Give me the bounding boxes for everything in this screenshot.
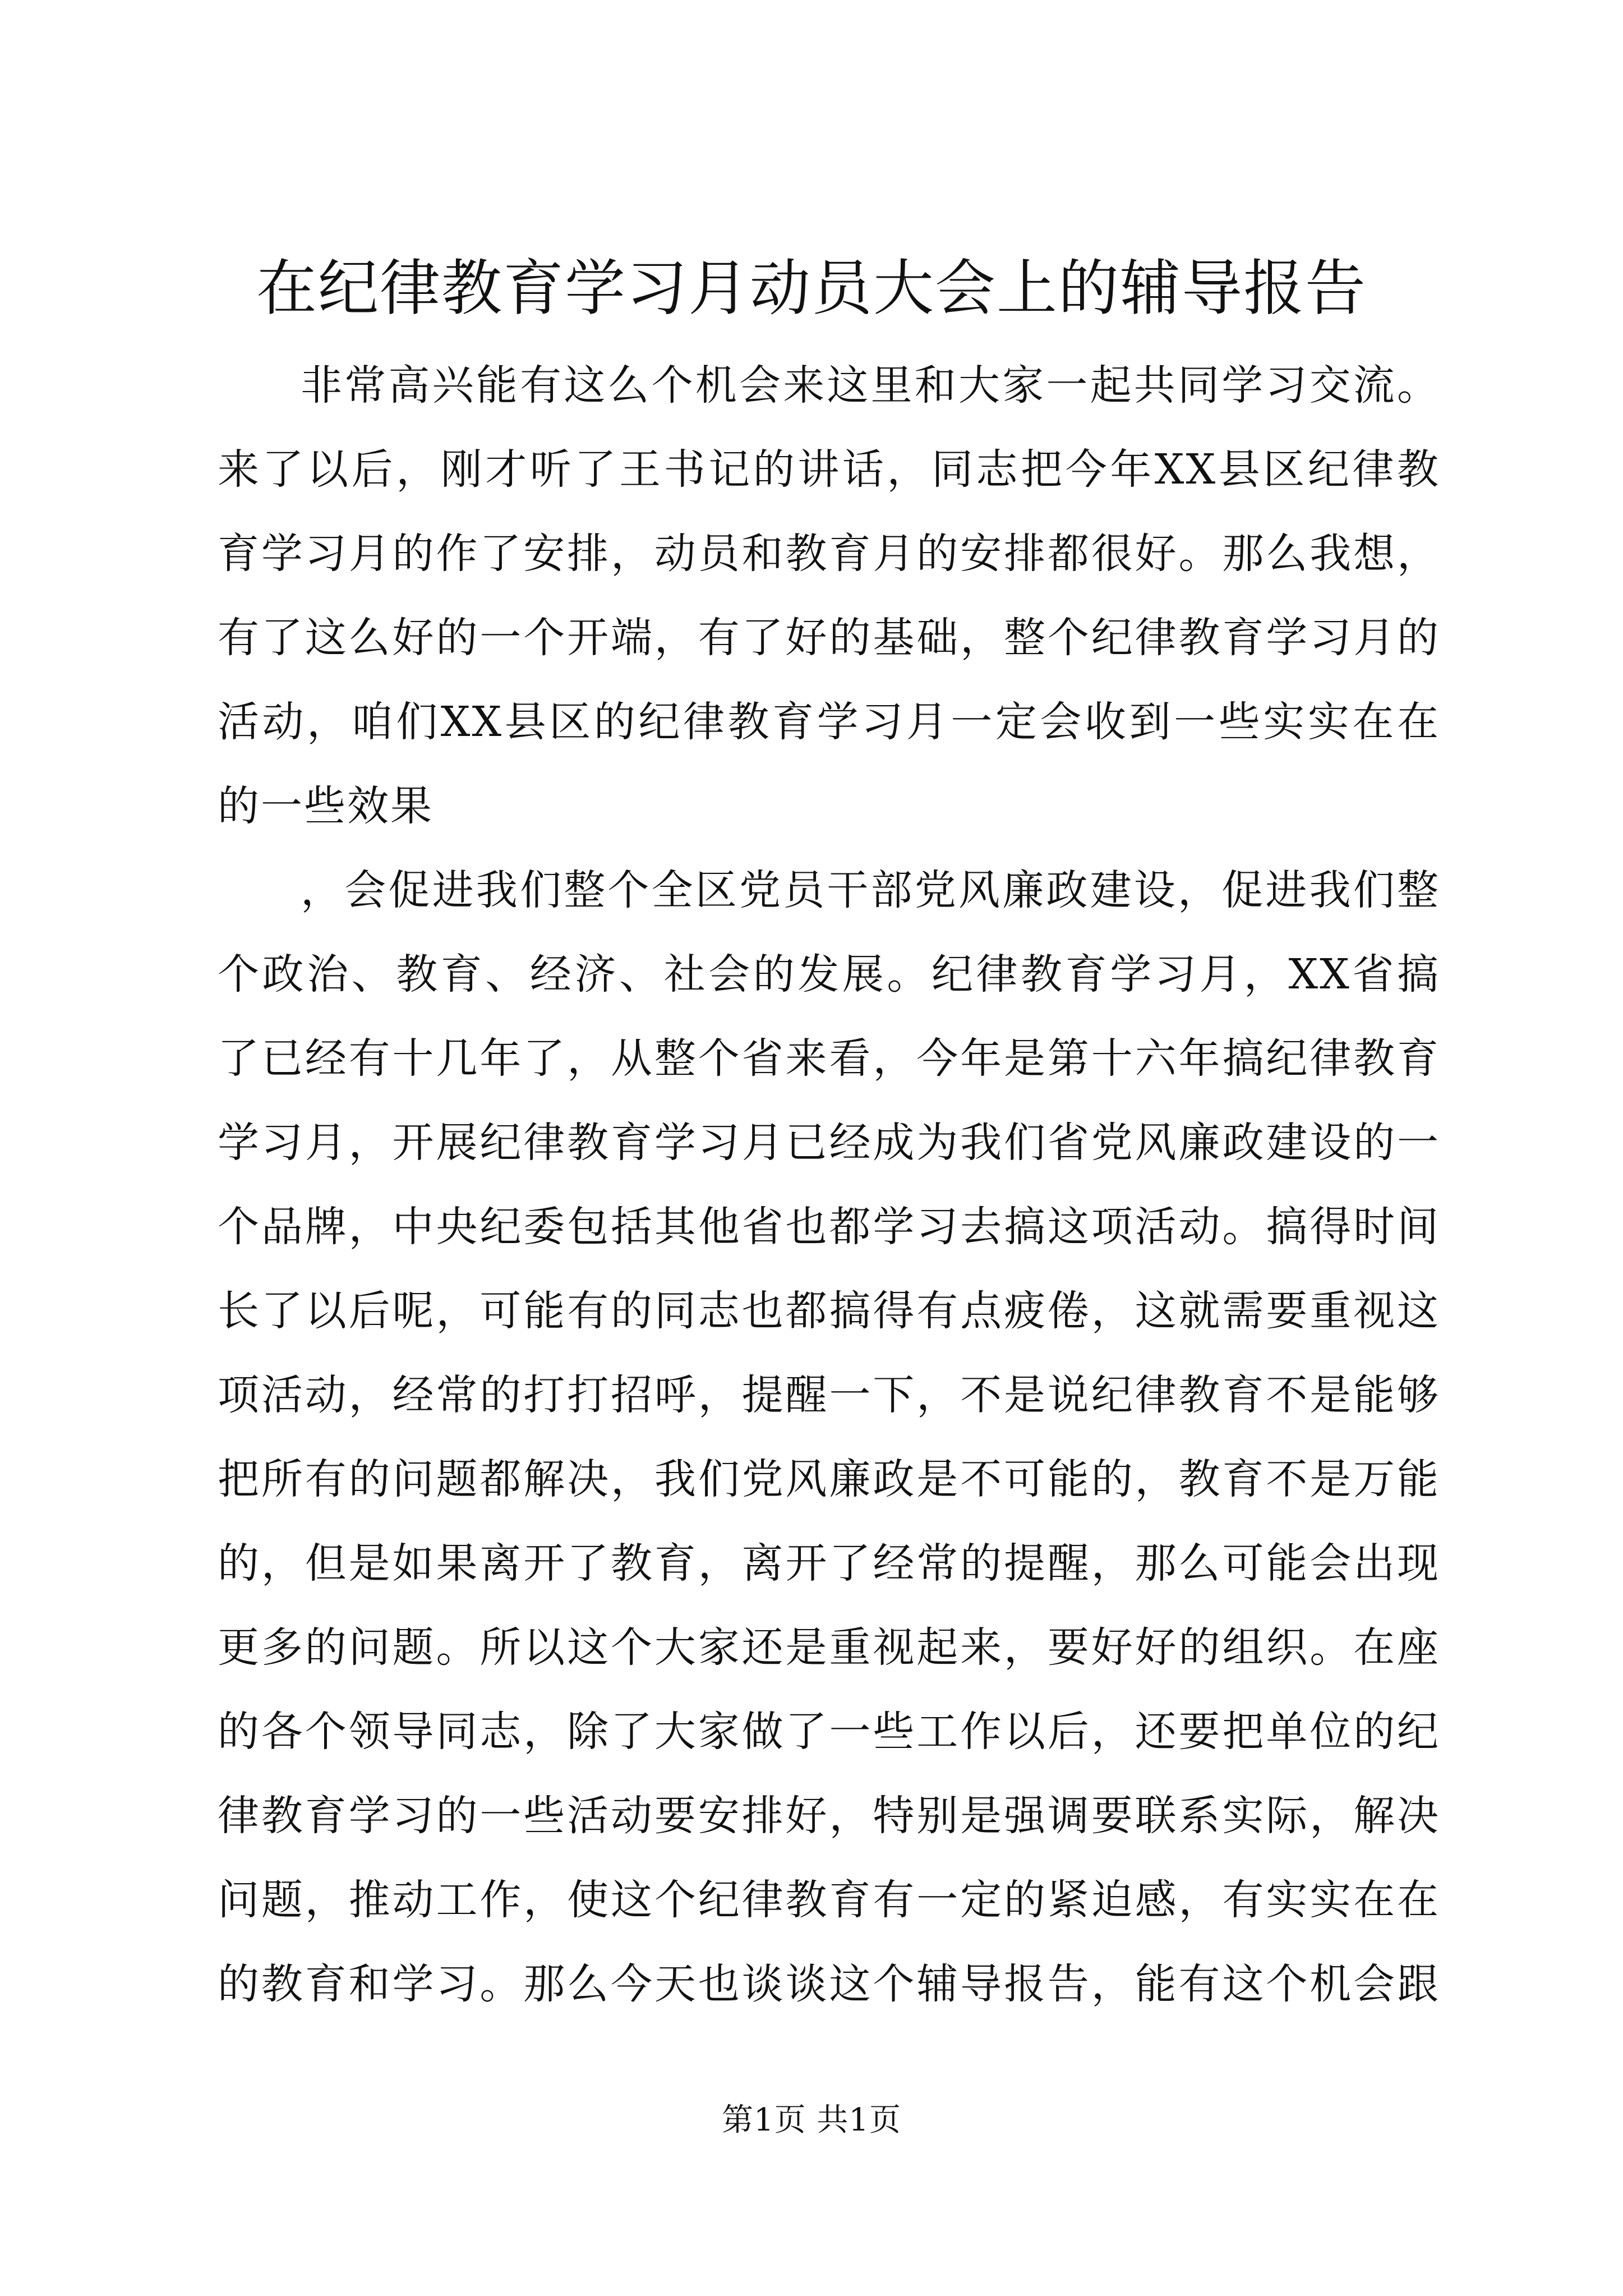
document-body — [218, 343, 1440, 2026]
paragraph-2-line-1: ，会促进我们整个全区党员干部党风廉政建设，促进我们整 — [301, 866, 1440, 914]
paragraph-2-line-6: 长了以后呢，可能有的同志也都搞得有点疲倦，这就需要重视这 — [218, 1287, 1440, 1335]
document-title: 在纪律教育学习月动员大会上的辅导报告 — [256, 254, 1367, 324]
paragraph-1-line-1: 非常高兴能有这么个机会来这里和大家一起共同学习交流。 — [301, 361, 1440, 409]
paragraph-1-line-6: 的一些效果 — [218, 782, 434, 830]
paragraph-2-line-5: 个品牌，中央纪委包括其他省也都学习去搞这项活动。搞得时间 — [218, 1203, 1440, 1251]
paragraph-2-line-14: 的教育和学习。那么今天也谈谈这个辅导报告，能有这个机会跟 — [218, 1960, 1440, 2008]
paragraph-2-line-12: 律教育学习的一些活动要安排好，特别是强调要联系实际，解决 — [218, 1792, 1440, 1840]
paragraph-2-line-8: 把所有的问题都解决，我们党风廉政是不可能的，教育不是万能 — [218, 1455, 1440, 1503]
paragraph-2-line-4: 学习月，开展纪律教育学习月已经成为我们省党风廉政建设的一 — [218, 1119, 1440, 1167]
paragraph-1-line-2: 来了以后，刚才听了王书记的讲话，同志把今年XX县区纪律教 — [218, 445, 1440, 494]
paragraph-1-line-4: 有了这么好的一个开端，有了好的基础，整个纪律教育学习月的 — [218, 614, 1440, 662]
paragraph-2-line-2: 个政治、教育、经济、社会的发展。纪律教育学习月，XX省搞 — [218, 950, 1440, 999]
paragraph-1-line-3: 育学习月的作了安排，动员和教育月的安排都很好。那么我想， — [218, 530, 1440, 578]
paragraph-2-line-10: 更多的问题。所以这个大家还是重视起来，要好好的组织。在座 — [218, 1623, 1440, 1672]
paragraph-2-line-13: 问题，推动工作，使这个纪律教育有一定的紧迫感，有实实在在 — [218, 1876, 1440, 1924]
paragraph-2-line-3: 了已经有十几年了，从整个省来看，今年是第十六年搞纪律教育 — [218, 1034, 1440, 1083]
paragraph-2-line-9: 的，但是如果离开了教育，离开了经常的提醒，那么可能会出现 — [218, 1539, 1440, 1588]
paragraph-2-line-11: 的各个领导同志，除了大家做了一些工作以后，还要把单位的纪 — [218, 1708, 1440, 1756]
paragraph-2-line-7: 项活动，经常的打打招呼，提醒一下，不是说纪律教育不是能够 — [218, 1371, 1440, 1419]
page-footer: 第1页 共1页 — [721, 2102, 902, 2138]
paragraph-1-line-5: 活动，咱们XX县区的纪律教育学习月一定会收到一些实实在在 — [218, 698, 1440, 746]
